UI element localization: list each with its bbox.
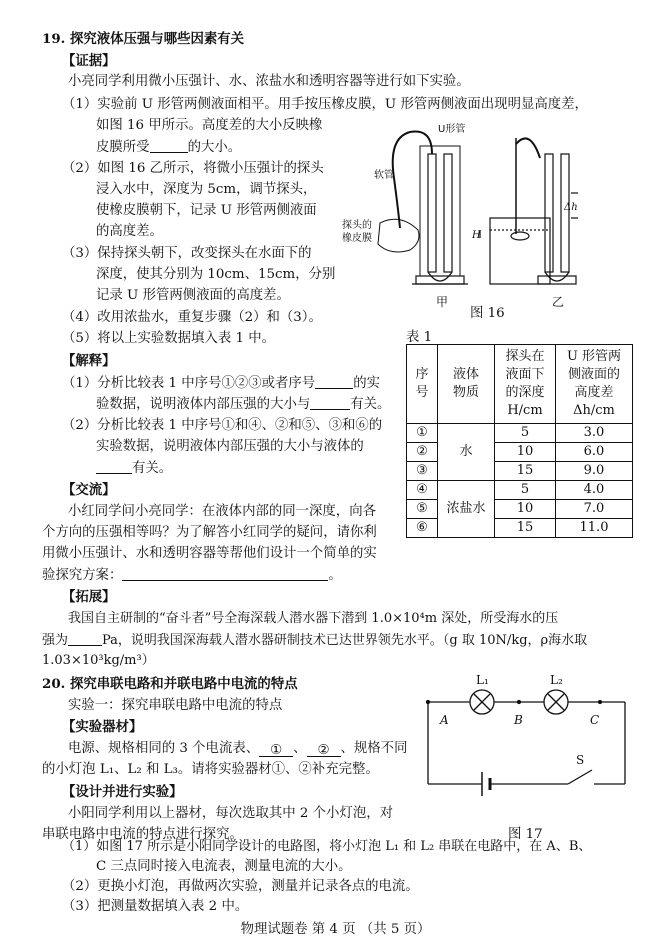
utube-right-limb-jia [444, 154, 452, 272]
table-header-row [407, 345, 633, 424]
table-cell: ① [407, 424, 438, 443]
q19-explain1-line1 [62, 374, 380, 393]
label-A: A [440, 713, 449, 727]
answer-blank[interactable] [310, 395, 350, 410]
table-row [407, 424, 633, 443]
q19-extend-text: 强为 [42, 633, 69, 648]
utube-left-limb-yi [545, 154, 553, 272]
answer-blank-2[interactable]: ② [307, 742, 341, 757]
q19-evidence-heading: 【证据】 [62, 53, 116, 69]
table-header-depth: 探头在 液面下 的深度 H/cm [495, 345, 556, 424]
answer-blank-1[interactable]: ① [259, 742, 293, 757]
utube-base-yi [538, 276, 576, 284]
q20-equip-line1 [68, 740, 407, 758]
answer-blank[interactable] [68, 631, 102, 646]
q20-step1-line2: C 三点同时接入电流表，测量电流的大小。 [96, 859, 352, 874]
hand-drawing [378, 219, 419, 252]
q19-exchange-line3: 用微小压强计、水和透明容器等帮他们设计一个简单的实 [42, 546, 377, 561]
table-cell: 15 [495, 462, 556, 481]
q19-title: 19. 探究液体压强与哪些因素有关 [42, 31, 245, 47]
label-dh: Δh [564, 202, 578, 213]
answer-blank[interactable] [122, 566, 328, 581]
utube-right-limb-yi [561, 154, 569, 272]
q20-design-line2: 串联电路中电流的特点进行探究。 [42, 827, 243, 842]
q19-step3-line3: 记录 U 形管两侧液面的高度差。 [96, 288, 290, 303]
q20-equip-heading: 【实验器材】 [62, 719, 143, 735]
q20-equip-line2: 的小灯泡 L₁、L₂ 和 L₃。请将实验器材①、②补充完整。 [42, 762, 379, 777]
q19-exchange-text: 验探究方案： [42, 568, 123, 583]
q19-exchange-heading: 【交流】 [62, 482, 116, 498]
q20-design-line1: 小阳同学利用以上器材，每次选取其中 2 个小灯泡，对 [68, 806, 394, 821]
q20-equip-text: 电源、规格相同的 3 个电流表、 [68, 741, 260, 756]
table-cell: 11.0 [556, 519, 633, 538]
answer-blank[interactable] [315, 374, 353, 389]
q20-step2: （2）更换小灯泡，再做两次实验，测量并记录各点的电流。 [62, 879, 419, 894]
table-cell: ⑥ [407, 519, 438, 538]
label-B: B [514, 713, 523, 727]
table-cell: 5 [495, 424, 556, 443]
table-cell: 15 [495, 519, 556, 538]
q19-step1-line3 [96, 138, 241, 157]
switch-S [568, 770, 592, 784]
table-header-index: 序 号 [407, 345, 438, 424]
q19-exchange-line4 [42, 566, 342, 585]
q20-title: 20. 探究串联电路和并联电路中电流的特点 [42, 676, 298, 692]
label-S: S [576, 753, 585, 767]
q19-step5: （5）将以上实验数据填入表 1 中。 [62, 331, 276, 346]
figure-16-caption: 图 16 [470, 306, 505, 321]
label-L1: L₁ [476, 673, 489, 687]
table-header-liquid: 液体 物质 [438, 345, 495, 424]
q19-explain1-text-end: 的实 [353, 376, 380, 391]
q19-step1-text-end: 的大小。 [187, 140, 242, 155]
q19-extend-text2: Pa，说明我国深海载人潜水器研制技术已达世界领先水平。（g 取 10N/kg，ρ海水取 [102, 633, 588, 648]
utube-left-limb-jia [428, 154, 436, 272]
table-cell: 9.0 [556, 462, 633, 481]
q19-explain2-line2: 实验数据，说明液体内部压强的大小与液体的 [96, 439, 364, 454]
hose-yi [516, 138, 540, 158]
table-cell: 3.0 [556, 424, 633, 443]
figure-17-caption: 图 17 [508, 827, 543, 842]
q19-explain-heading: 【解释】 [62, 353, 116, 369]
utube-frame-jia [420, 146, 460, 276]
q20-exp1: 实验一：探究串联电路中电流的特点 [68, 698, 283, 713]
q19-step2-line1: （2）如图 16 乙所示，将微小压强计的探头 [62, 161, 324, 176]
q19-explain1-line2 [96, 395, 390, 414]
q19-explain1-text2: 验数据，说明液体内部压强的大小与 [96, 397, 311, 412]
utube-base-jia [416, 276, 464, 284]
q19-step1-text: 皮膜所受 [96, 140, 150, 155]
q20-design-heading: 【设计并进行实验】 [62, 784, 183, 800]
label-yi: 乙 [552, 295, 565, 309]
q19-explain1-text: （1）分析比较表 1 中序号①②③或者序号 [62, 376, 316, 391]
q19-intro: 小亮同学利用微小压强计、水、浓盐水和透明容器等进行如下实验。 [68, 74, 470, 89]
table-cell-liquid-water: 水 [438, 424, 495, 481]
page-footer: 物理试题卷 第 4 页 （共 5 页） [240, 922, 431, 937]
label-L2: L₂ [550, 673, 563, 687]
table-1-caption: 表 1 [406, 330, 433, 345]
beaker-yi [490, 218, 550, 284]
table-cell: 7.0 [556, 500, 633, 519]
table-cell: 5 [495, 481, 556, 500]
table-cell: 10 [495, 443, 556, 462]
q19-step1-line1: （1）实验前 U 形管两侧液面相平。用手按压橡皮膜，U 形管两侧液面出现明显高度差， [62, 97, 588, 112]
node-B [518, 701, 521, 704]
answer-blank[interactable] [96, 459, 132, 474]
table-cell: 4.0 [556, 481, 633, 500]
label-C: C [590, 713, 600, 727]
table-row [407, 481, 633, 500]
label-probe-line1: 探头的 [342, 220, 372, 231]
table-cell: ⑤ [407, 500, 438, 519]
q19-extend-line2 [42, 631, 587, 650]
q19-step2-line3: 使橡皮膜朝下，记录 U 形管两侧液面 [96, 203, 317, 218]
node-C [599, 701, 602, 704]
table-cell: ④ [407, 481, 438, 500]
q19-explain2-line1: （2）分析比较表 1 中序号①和④、②和⑤、③和⑥的 [62, 418, 383, 433]
q19-extend-line3: 1.03×10³kg/m³） [42, 653, 155, 668]
q19-step4: （4）改用浓盐水，重复步骤（2）和（3）。 [62, 310, 322, 325]
probe-head-yi [511, 232, 529, 240]
q20-step1-line1: （1）如图 17 所示是小阳同学设计的电路图，将小灯泡 L₁ 和 L₂ 串联在电路中，在 A、B、 [62, 839, 592, 854]
table-cell-liquid-brine: 浓盐水 [438, 481, 495, 538]
q19-explain2-text-end: 有关。 [132, 461, 173, 476]
q19-extend-heading: 【拓展】 [62, 589, 116, 605]
q20-step3: （3）把测量数据填入表 2 中。 [62, 899, 249, 914]
table-cell: 6.0 [556, 443, 633, 462]
q19-explain2-line3 [96, 459, 172, 478]
q19-step3-line1: （3）保持探头朝下，改变探头在水面下的 [62, 246, 312, 261]
q19-extend-line1: 我国自主研制的“奋斗者”号全海深载人潜水器下潜到 1.0×10⁴m 深处，所受海水的压 [68, 611, 559, 626]
table-cell: 10 [495, 500, 556, 519]
label-utube: U形管 [438, 124, 466, 135]
q20-equip-text-end: 、规格不同 [340, 741, 408, 756]
label-probe-line2: 橡皮膜 [342, 233, 372, 244]
figure-16-diagram [340, 118, 580, 318]
table-cell: ② [407, 443, 438, 462]
figure-17-circuit [420, 672, 640, 817]
q19-step2-line4: 的高度差。 [96, 224, 163, 239]
table-1 [406, 344, 633, 538]
q19-exchange-line1: 小红同学问小亮同学：在液体内部的同一深度，向各 [68, 504, 376, 519]
q19-step3-line2: 深度，使其分别为 10cm、15cm，分别 [96, 267, 336, 282]
table-cell: ③ [407, 462, 438, 481]
label-H: H [472, 230, 481, 241]
table-header-dh: U 形管两 侧液面的 高度差 Δh/cm [556, 345, 633, 424]
q19-exchange-line2: 个方向的压强相等吗？为了解答小红同学的疑问，请你利 [42, 525, 377, 540]
q19-exchange-text-end: 。 [328, 568, 342, 583]
q19-step1-line2: 如图 16 甲所示。高度差的大小反映橡 [96, 118, 323, 133]
label-hose: 软管 [374, 170, 394, 181]
answer-blank[interactable] [150, 138, 188, 153]
q19-step2-line2: 浸入水中，深度为 5cm，调节探头， [96, 182, 317, 197]
q20-equip-sep: 、 [293, 741, 307, 756]
q19-explain1-text2-end: 有关。 [350, 397, 391, 412]
node-A [427, 701, 430, 704]
label-jia: 甲 [436, 295, 449, 309]
